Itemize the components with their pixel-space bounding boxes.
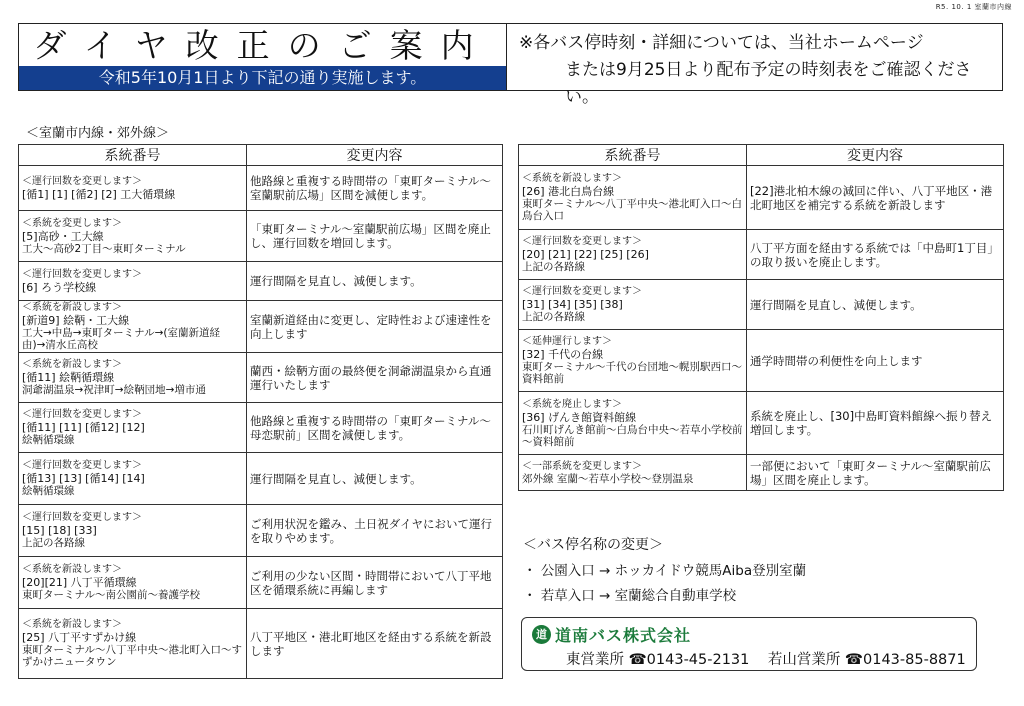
route-cell: ＜系統を新設します＞ [新道9] 絵鞆・工大線 工大→中島→東町ターミナル→(室蘭新道経由)→清水丘高校 [19, 301, 247, 353]
change-cell: 他路線と重複する時間帯の「東町ターミナル～母恋駅前」区間を減便します。 [247, 403, 503, 453]
change-cell: 運行間隔を見直し、減便します。 [747, 280, 1004, 330]
change-cell: 運行間隔を見直し、減便します。 [247, 453, 503, 505]
route-cell: ＜系統を廃止します＞ [36] げんき館資料館線 石川町げんき館前～白鳥台中央～若草小学校前～資料館前 [519, 392, 747, 455]
change-cell: 室蘭新道経由に変更し、定時性および速達性を向上します [247, 301, 503, 353]
route-cell: ＜運行回数を変更します＞ [6] ろう学校線 [19, 262, 247, 301]
route-header: 系統番号 [19, 145, 247, 166]
route-cell: ＜運行回数を変更します＞ [循13] [13] [循14] [14] 絵鞆循環線 [19, 453, 247, 505]
company-logo-icon: 道 [532, 625, 551, 644]
title-left-panel [19, 24, 507, 90]
route-cell: ＜系統を新設します＞ [循11] 絵鞆循環線 洞爺湖温泉→祝津町→絵鞆団地→増市通 [19, 353, 247, 403]
change-cell: ご利用の少ない区間・時間帯において八丁平地区を循環系統に再編します [247, 557, 503, 609]
change-cell: 通学時間帯の利便性を向上します [747, 330, 1004, 392]
right-schedule-table [518, 144, 1004, 491]
route-cell: ＜一部系統を変更します＞ 郊外線 室蘭～若草小学校～登別温泉 [519, 455, 747, 491]
company-box [521, 617, 977, 671]
change-cell: 一部便において「東町ターミナル～室蘭駅前広場」区間を廃止します。 [747, 455, 1004, 491]
notice-line-2: または9月25日より配布予定の時刻表をご確認ください。 [565, 60, 972, 107]
change-header: 変更内容 [747, 145, 1004, 166]
office-wakayama: 若山営業所 ☎0143-85-8871 [767, 652, 966, 668]
route-cell: ＜系統を新設します＞ [26] 港北白鳥台線 東町ターミナル～八丁平中央～港北町入口～白鳥台入口 [519, 166, 747, 230]
table-row [519, 280, 1004, 330]
table-row [19, 609, 503, 679]
section-label: ＜室蘭市内線・郊外線＞ [26, 126, 170, 141]
change-header: 変更内容 [247, 145, 503, 166]
table-row [519, 392, 1004, 455]
route-cell: ＜系統を新設します＞ [25] 八丁平すずかけ線 東町ターミナル～八丁平中央～港北町入口～すずかけニュータウン [19, 609, 247, 679]
title-notice [519, 30, 1002, 111]
left-schedule-table [18, 144, 503, 679]
change-cell: 蘭西・絵鞆方面の最終便を洞爺湖温泉から直通運行いたします [247, 353, 503, 403]
table-row [19, 453, 503, 505]
office-east: 東営業所 ☎0143-45-2131 [566, 652, 750, 668]
table-row [519, 330, 1004, 392]
rename-item: ・ 若草入口 → 室蘭総合自動車学校 [523, 588, 737, 604]
table-row [19, 166, 503, 211]
rename-section-title: ＜バス停名称の変更＞ [523, 537, 663, 553]
route-cell: ＜延伸運行します＞ [32] 千代の台線 東町ターミナル～千代の台団地～幌別駅西口～資料館前 [519, 330, 747, 392]
table-row [19, 353, 503, 403]
table-row [19, 557, 503, 609]
notice-line-1: ※各バス停時刻・詳細については、当社ホームページ [519, 33, 924, 53]
rename-item: ・ 公園入口 → ホッカイドウ競馬Aiba登別室蘭 [523, 563, 807, 579]
change-cell: 他路線と重複する時間帯の「東町ターミナル～室蘭駅前広場」区間を減便します。 [247, 166, 503, 211]
table-row [19, 262, 503, 301]
company-name: 道南バス株式会社 [555, 626, 692, 645]
route-cell: ＜運行回数を変更します＞ [循11] [11] [循12] [12] 絵鞆循環線 [19, 403, 247, 453]
route-cell: ＜系統を変更します＞ [5]高砂・工大線 工大～高砂2丁目～東町ターミナル [19, 211, 247, 262]
page-title: ダイヤ改正のご案内 [33, 26, 492, 65]
table-row [19, 211, 503, 262]
route-cell: ＜運行回数を変更します＞ [循1] [1] [循2] [2] 工大循環線 [19, 166, 247, 211]
route-header: 系統番号 [519, 145, 747, 166]
title-box [18, 23, 1003, 107]
change-cell: ご利用状況を鑑み、土日祝ダイヤにおいて運行を取りやめます。 [247, 505, 503, 557]
top-note: R5. 10. 1 室蘭市内線 [935, 3, 1012, 11]
route-cell: ＜運行回数を変更します＞ [31] [34] [35] [38] 上記の各路線 [519, 280, 747, 330]
route-cell: ＜運行回数を変更します＞ [15] [18] [33] 上記の各路線 [19, 505, 247, 557]
change-cell: 「東町ターミナル～室蘭駅前広場」区間を廃止し、運行回数を増回します。 [247, 211, 503, 262]
change-cell: 八丁平地区・港北町地区を経由する系統を新設します [247, 609, 503, 679]
change-cell: [22]港北柏木線の減回に伴い、八丁平地区・港北町地区を補完する系統を新設します [747, 166, 1004, 230]
table-row [19, 403, 503, 453]
table-row [19, 505, 503, 557]
title-subtitle-band: 令和5年10月1日より下記の通り実施します。 [19, 66, 506, 90]
table-row [19, 301, 503, 353]
change-cell: 運行間隔を見直し、減便します。 [247, 262, 503, 301]
route-cell: ＜運行回数を変更します＞ [20] [21] [22] [25] [26] 上記の各路線 [519, 230, 747, 280]
table-row [519, 230, 1004, 280]
change-cell: 系統を廃止し、[30]中島町資料館線へ振り替え増回します。 [747, 392, 1004, 455]
table-row [519, 455, 1004, 491]
company-offices [566, 648, 966, 669]
table-row [519, 166, 1004, 230]
change-cell: 八丁平方面を経由する系統では「中島町1丁目」の取り扱いを廃止します。 [747, 230, 1004, 280]
route-cell: ＜系統を新設します＞ [20][21] 八丁平循環線 東町ターミナル～南公園前～養護学校 [19, 557, 247, 609]
